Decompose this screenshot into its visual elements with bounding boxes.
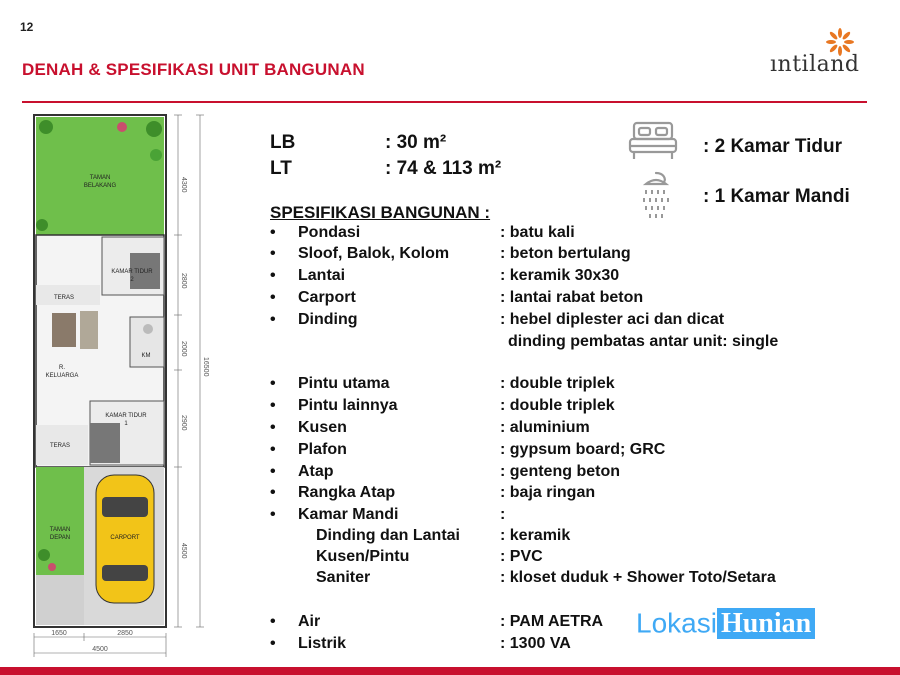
room-label: 2 — [130, 277, 134, 283]
spec-value: : keramik 30x30 — [500, 267, 620, 284]
bullet: • — [270, 463, 276, 480]
dimension-label: 4500 — [92, 646, 108, 653]
spec-value: : genteng beton — [500, 463, 620, 480]
lokasihunian-watermark — [636, 606, 815, 640]
room-label: TAMAN — [89, 175, 111, 181]
spec-value: : lantai rabat beton — [500, 289, 644, 306]
spec-label: Atap — [298, 463, 334, 480]
dimension-label: 4500 — [180, 543, 187, 559]
intiland-logo — [770, 28, 870, 80]
spec-value: : beton bertulang — [500, 245, 631, 262]
bullet: • — [270, 289, 276, 306]
spec-value: : batu kali — [500, 224, 575, 241]
bullet: • — [270, 441, 276, 458]
spec-value: : aluminium — [500, 419, 590, 436]
page-title: DENAH & SPESIFIKASI UNIT BANGUNAN — [22, 60, 365, 79]
spec-label: Air — [298, 613, 321, 630]
spec-value: dinding pembatas antar unit: single — [508, 333, 779, 350]
spec-label: Kusen/Pintu — [316, 548, 410, 565]
spec-value: : hebel diplester aci dan dicat — [500, 311, 725, 328]
room-label: 1 — [124, 421, 128, 427]
dimension-label: 1650 — [51, 630, 67, 637]
dimension-label: 2000 — [180, 341, 187, 357]
floor-plan — [22, 105, 222, 665]
dimension-label: 16500 — [202, 357, 209, 377]
watermark-part1: Lokasi — [636, 607, 717, 639]
bullet: • — [270, 419, 276, 436]
bedroom-count: : 2 Kamar Tidur — [703, 136, 843, 157]
lb-value: : 30 m² — [385, 132, 447, 153]
spec-label: Lantai — [298, 267, 346, 284]
dimension-label: 2850 — [117, 630, 133, 637]
footer-bar — [0, 667, 900, 675]
bullet: • — [270, 245, 276, 262]
spec-value: : kloset duduk + Shower Toto/Setara — [500, 569, 776, 586]
spec-value: : baja ringan — [500, 484, 596, 501]
dimension-label: 2900 — [180, 415, 187, 431]
spec-value: : double triplek — [500, 397, 615, 414]
bathroom-count: : 1 Kamar Mandi — [703, 186, 850, 207]
bullet: • — [270, 635, 276, 652]
spec-label: Pintu lainnya — [298, 397, 398, 414]
bed-icon — [628, 120, 678, 162]
spec-label: Saniter — [316, 569, 371, 586]
bullet: • — [270, 484, 276, 501]
spec-label: Pintu utama — [298, 375, 390, 392]
spec-label: Kamar Mandi — [298, 506, 399, 523]
spec-value: : — [500, 506, 506, 523]
room-label: TERAS — [53, 295, 75, 301]
watermark-part2: Hunian — [717, 608, 815, 639]
spec-label: Dinding — [298, 311, 358, 328]
spec-label: Kusen — [298, 419, 347, 436]
dimension-label: 4300 — [180, 177, 187, 193]
spec-value: : PVC — [500, 548, 543, 565]
room-label: KELUARGA — [45, 373, 79, 379]
spec-value: : keramik — [500, 527, 571, 544]
room-label: CARPORT — [110, 535, 140, 541]
room-label: BELAKANG — [83, 183, 117, 189]
spec-label: Carport — [298, 289, 356, 306]
lt-value: : 74 & 113 m² — [385, 158, 502, 179]
lt-label: LT — [270, 158, 292, 179]
bullet: • — [270, 506, 276, 523]
bullet: • — [270, 613, 276, 630]
room-label: DEPAN — [49, 535, 71, 541]
room-label: TAMAN — [49, 527, 71, 533]
room-label: TERAS — [49, 443, 71, 449]
page-number: 12 — [20, 20, 34, 34]
room-label: KAMAR TIDUR — [111, 269, 153, 275]
header-divider — [22, 101, 867, 103]
lb-label: LB — [270, 132, 296, 153]
spec-heading: SPESIFIKASI BANGUNAN : — [270, 203, 491, 222]
room-label: KM — [141, 353, 151, 359]
room-count — [628, 118, 878, 228]
logo-wordmark: ıntiland — [770, 52, 860, 77]
bullet: • — [270, 224, 276, 241]
spec-label: Rangka Atap — [298, 484, 396, 501]
bullet: • — [270, 375, 276, 392]
spec-value: : PAM AETRA — [500, 613, 604, 630]
room-label: R. — [59, 365, 65, 371]
room-label: KAMAR TIDUR — [105, 413, 147, 419]
bullet: • — [270, 311, 276, 328]
bullet: • — [270, 267, 276, 284]
spec-value: : gypsum board; GRC — [500, 441, 666, 458]
shower-icon — [634, 170, 674, 220]
spec-value: : double triplek — [500, 375, 615, 392]
spec-label: Sloof, Balok, Kolom — [298, 245, 450, 262]
spec-value: : 1300 VA — [500, 635, 571, 652]
spec-label: Plafon — [298, 441, 347, 458]
bullet: • — [270, 397, 276, 414]
spec-label: Pondasi — [298, 224, 361, 241]
spec-label: Dinding dan Lantai — [316, 527, 460, 544]
spec-label: Listrik — [298, 635, 347, 652]
dimension-label: 2800 — [180, 273, 187, 289]
